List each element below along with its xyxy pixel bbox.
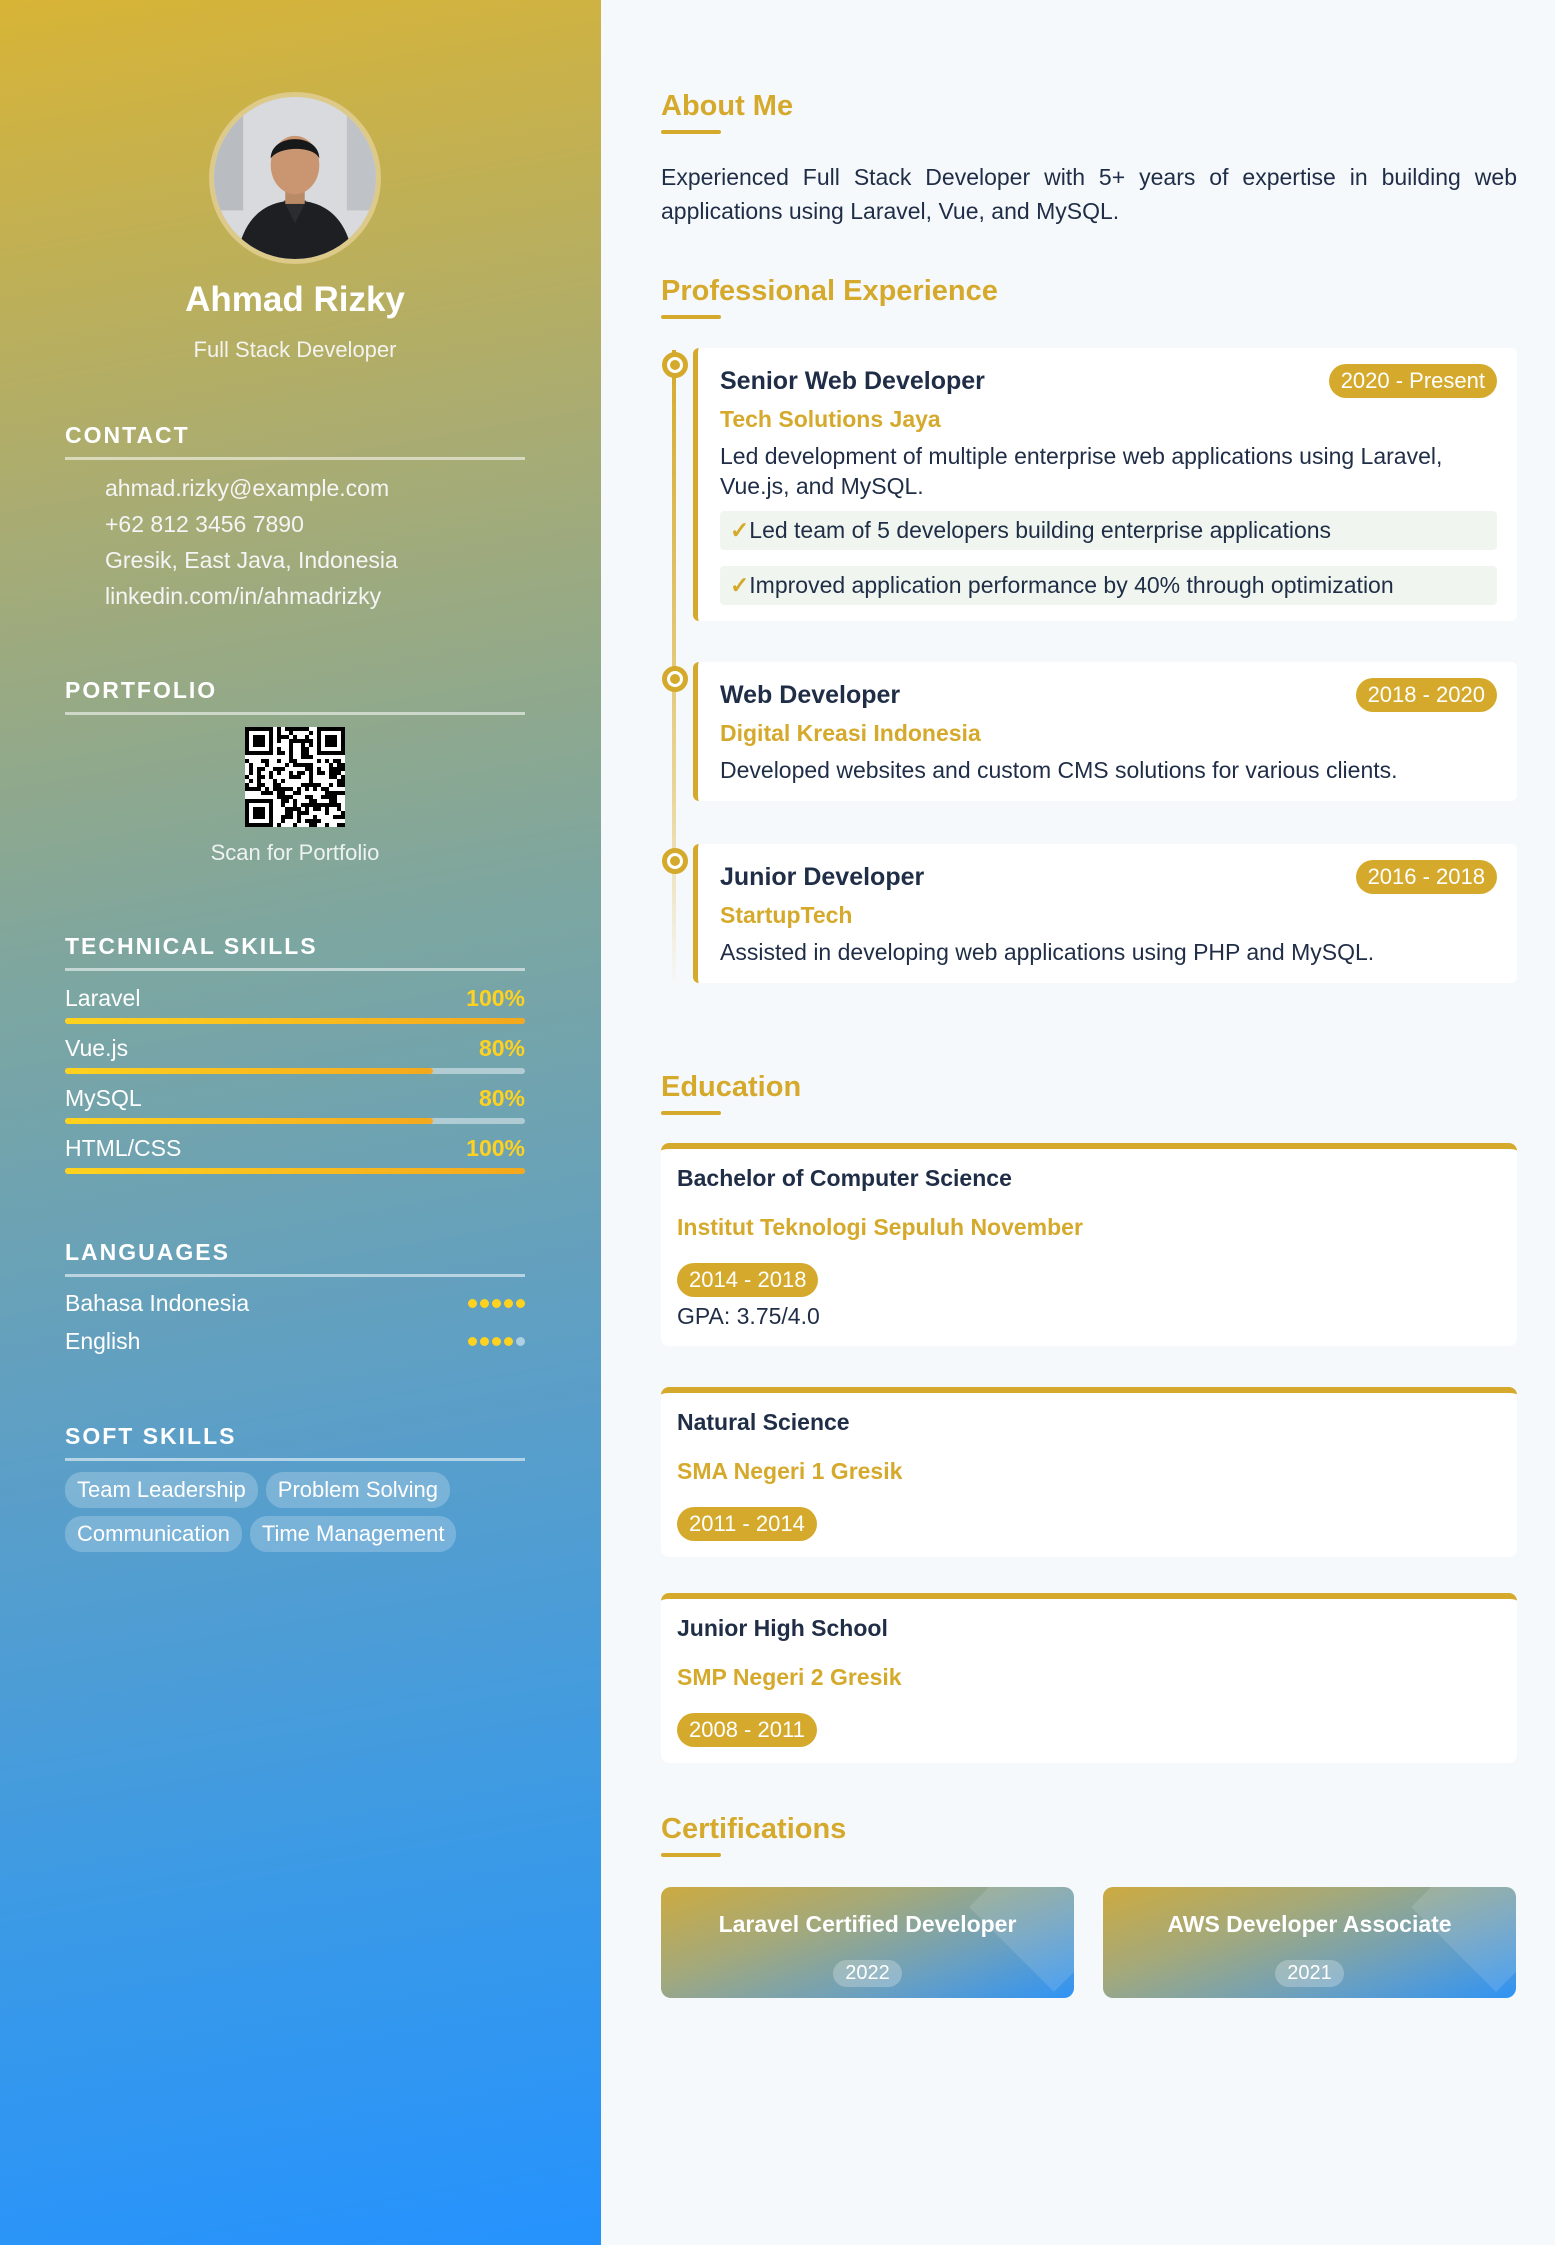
- certification-card: [661, 1887, 1074, 1998]
- portfolio-caption: Scan for Portfolio: [210, 840, 380, 865]
- skill-percent: 80%: [478, 1085, 525, 1111]
- check-icon: ✓: [730, 517, 750, 543]
- language-item: [65, 1328, 525, 1355]
- experience-title: Web Developer: [720, 680, 901, 709]
- achievement-text: Led team of 5 developers building enterprise applications: [749, 517, 1332, 543]
- contact-heading: CONTACT: [65, 422, 525, 460]
- education-item: [661, 1387, 1517, 1557]
- rating-dot: [480, 1337, 489, 1346]
- experience-period-badge: 2018 - 2020: [1356, 678, 1497, 712]
- skill-bar: [65, 1118, 525, 1124]
- skill-name: Vue.js: [65, 1035, 129, 1061]
- certification-card: [1103, 1887, 1516, 1998]
- education-degree: Bachelor of Computer Science: [677, 1165, 1012, 1191]
- experience-description: Developed websites and custom CMS solutions for various clients.: [720, 757, 1398, 783]
- education-period-badge: 2008 - 2011: [677, 1713, 817, 1747]
- timeline-node: [662, 848, 688, 874]
- check-icon: ✓: [730, 572, 750, 598]
- language-rating: [468, 1337, 525, 1346]
- achievement-item: [720, 511, 1497, 550]
- skill-bar: [65, 1068, 525, 1074]
- about-text: Experienced Full Stack Developer with 5+ years of expertise in building web applications using Laravel, Vue, and MySQL.: [661, 164, 1517, 224]
- experience-company: StartupTech: [720, 902, 853, 928]
- soft-skill-chip: Time Management: [250, 1516, 457, 1552]
- education-degree: Natural Science: [677, 1409, 850, 1435]
- language-rating: [468, 1299, 525, 1308]
- achievement-text: Improved application performance by 40% through optimization: [749, 572, 1394, 598]
- about-heading: About Me: [661, 90, 794, 122]
- experience-company: Tech Solutions Jaya: [720, 406, 941, 432]
- skill-bar: [65, 1168, 525, 1174]
- soft-skills-list: [65, 1472, 535, 1552]
- person-photo-icon: [214, 97, 376, 259]
- experience-item: [693, 662, 1517, 801]
- education-item: [661, 1593, 1517, 1763]
- skill-bar-fill: [65, 1018, 525, 1024]
- skill-bar-fill: [65, 1168, 525, 1174]
- rating-dot: [468, 1337, 477, 1346]
- experience-period-badge: 2016 - 2018: [1356, 860, 1497, 894]
- education-school: SMA Negeri 1 Gresik: [677, 1458, 903, 1484]
- certification-year: 2022: [833, 1960, 902, 1987]
- contact-phone[interactable]: +62 812 3456 7890: [105, 511, 304, 537]
- timeline-node: [662, 352, 688, 378]
- skill-item: [65, 985, 525, 1024]
- timeline-node: [662, 666, 688, 692]
- contact-location: Gresik, East Java, Indonesia: [105, 547, 398, 573]
- skill-percent: 100%: [466, 985, 525, 1011]
- experience-item: [693, 348, 1517, 621]
- education-period-badge: 2011 - 2014: [677, 1507, 817, 1541]
- experience-company: Digital Kreasi Indonesia: [720, 720, 981, 746]
- rating-dot: [516, 1299, 525, 1308]
- experience-heading: Professional Experience: [661, 275, 998, 307]
- certification-name: Laravel Certified Developer: [718, 1911, 1017, 1937]
- experience-title: Junior Developer: [720, 862, 925, 891]
- education-period-badge: 2014 - 2018: [677, 1263, 818, 1297]
- contact-linkedin[interactable]: linkedin.com/in/ahmadrizky: [105, 583, 382, 609]
- education-school: SMP Negeri 2 Gresik: [677, 1664, 902, 1690]
- achievement-item: [720, 566, 1497, 605]
- skill-bar-fill: [65, 1068, 433, 1074]
- experience-title: Senior Web Developer: [720, 366, 985, 395]
- language-item: [65, 1290, 525, 1317]
- main-content: [601, 0, 1555, 2245]
- experience-description: Led development of multiple enterprise web applications using Laravel, Vue.js, and MySQL.: [720, 443, 1443, 499]
- skill-bar: [65, 1018, 525, 1024]
- education-degree: Junior High School: [677, 1615, 888, 1641]
- certification-name: AWS Developer Associate: [1167, 1911, 1452, 1937]
- education-school: Institut Teknologi Sepuluh November: [677, 1214, 1083, 1240]
- education-heading: Education: [661, 1071, 802, 1103]
- skill-item: [65, 1085, 525, 1124]
- skill-percent: 100%: [466, 1135, 525, 1161]
- languages-heading: LANGUAGES: [65, 1239, 525, 1277]
- profile-role: Full Stack Developer: [193, 337, 397, 362]
- soft-skill-chip: Team Leadership: [65, 1472, 258, 1508]
- experience-description: Assisted in developing web applications using PHP and MySQL.: [720, 939, 1375, 965]
- skill-name: MySQL: [65, 1085, 142, 1111]
- soft-skill-chip: Communication: [65, 1516, 242, 1552]
- skill-name: HTML/CSS: [65, 1135, 182, 1161]
- rating-dot: [504, 1299, 513, 1308]
- rating-dot: [516, 1337, 525, 1346]
- contact-email[interactable]: ahmad.rizky@example.com: [105, 475, 390, 501]
- sidebar: [0, 0, 601, 2245]
- language-name: English: [65, 1328, 141, 1354]
- language-name: Bahasa Indonesia: [65, 1290, 250, 1316]
- skill-item: [65, 1135, 525, 1174]
- portfolio-qr-code[interactable]: [245, 727, 345, 827]
- profile-name: Ahmad Rizky: [185, 280, 405, 319]
- skill-bar-fill: [65, 1118, 433, 1124]
- education-item: [661, 1143, 1517, 1346]
- portfolio-heading: PORTFOLIO: [65, 677, 525, 715]
- rating-dot: [504, 1337, 513, 1346]
- technical-skills-heading: TECHNICAL SKILLS: [65, 933, 525, 971]
- soft-skills-heading: SOFT SKILLS: [65, 1423, 525, 1461]
- profile-photo: [209, 92, 381, 264]
- experience-period-badge: 2020 - Present: [1329, 364, 1497, 398]
- experience-item: [693, 844, 1517, 983]
- certification-year: 2021: [1275, 1960, 1344, 1987]
- skill-item: [65, 1035, 525, 1074]
- education-gpa: GPA: 3.75/4.0: [677, 1303, 820, 1329]
- qr-code-icon: [245, 727, 345, 827]
- rating-dot: [492, 1337, 501, 1346]
- skill-name: Laravel: [65, 985, 141, 1011]
- rating-dot: [492, 1299, 501, 1308]
- certifications-heading: Certifications: [661, 1813, 847, 1845]
- soft-skill-chip: Problem Solving: [266, 1472, 450, 1508]
- skill-percent: 80%: [478, 1035, 525, 1061]
- rating-dot: [480, 1299, 489, 1308]
- rating-dot: [468, 1299, 477, 1308]
